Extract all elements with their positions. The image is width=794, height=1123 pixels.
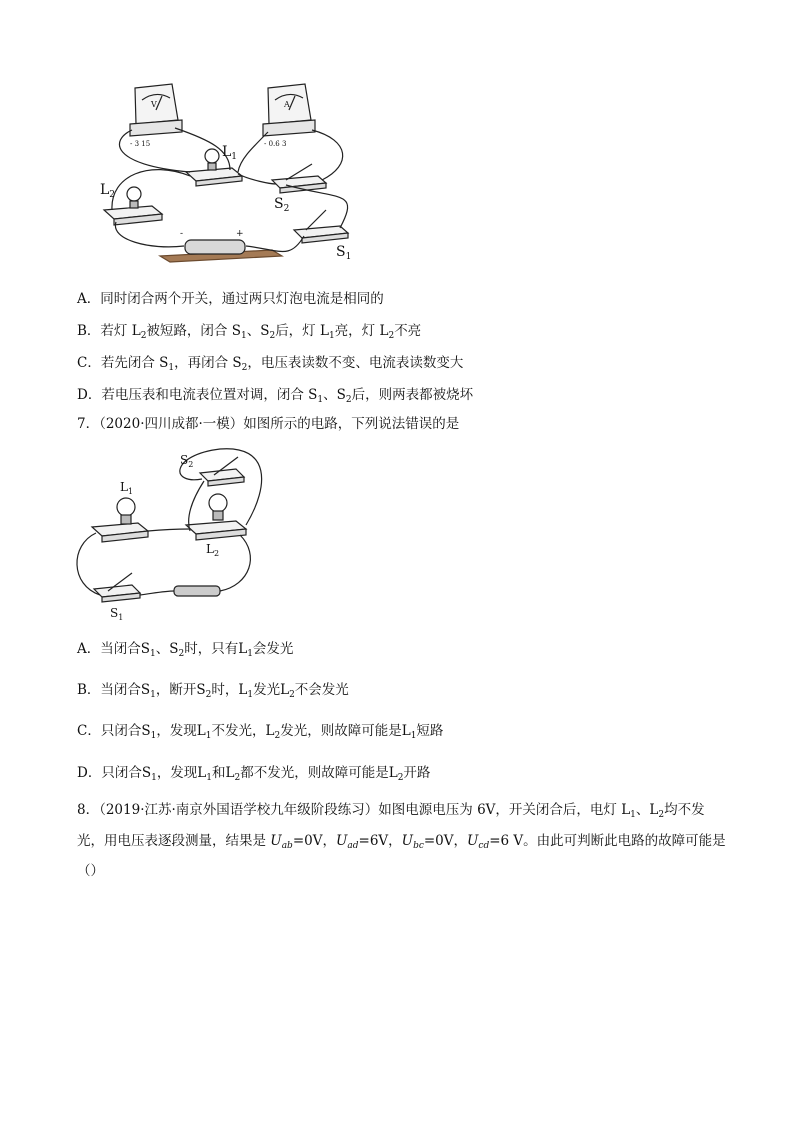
switch1-label: $S_1$ <box>336 244 352 262</box>
fig2-switch1-label: $S_1$ <box>110 606 124 622</box>
q6-option-a: A．同时闭合两个开关，通过两只灯泡电流是相同的 <box>77 291 384 307</box>
fig2-lamp1-label: $L_1$ <box>120 480 134 496</box>
lamp1-label: $L_1$ <box>222 144 238 162</box>
ammeter-terminals: - 0.6 3 <box>264 140 287 148</box>
circuit-figure-2 <box>70 445 280 625</box>
battery-negative: - <box>180 229 184 239</box>
q8-stem-line-1: 8．（2019·江苏·南京外国语学校九年级阶段练习）如图电源电压为 6V，开关闭合后，电灯 $L_1$、$L_2$均不发 <box>77 802 705 820</box>
ammeter-letter: A <box>284 100 290 109</box>
q8-stem-line-3: （） <box>77 863 104 879</box>
fig2-switch2-label: $S_2$ <box>180 453 194 469</box>
voltmeter-terminals: - 3 15 <box>130 140 151 148</box>
q8-stem-line-2: 光，用电压表逐段测量，结果是 $U_{ab}=0V$，$U_{ad}=6V$，$U_{bc}=0V$，$U_{cd}=6$ V。由此可判断此电路的故障可能是 <box>77 833 726 851</box>
switch2-label: $S_2$ <box>274 196 290 214</box>
q7-stem: 7．（2020·四川成都·一模）如图所示的电路，下列说法错误的是 <box>77 416 460 432</box>
q7-option-c: C．只闭合$S_1$，发现$L_1$不发光，$L_2$发光，则故障可能是$L_1$短路 <box>77 723 444 741</box>
q7-option-a: A．当闭合$S_1$、$S_2$时，只有$L_1$会发光 <box>77 641 294 659</box>
fig2-lamp2-label: $L_2$ <box>206 542 220 558</box>
q7-option-d: D．只闭合$S_1$，发现$L_1$和$L_2$都不发光，则故障可能是$L_2$开路 <box>77 765 431 783</box>
circuit-figure-1 <box>90 80 380 270</box>
q7-option-b: B．当闭合$S_1$，断开$S_2$时，$L_1$发光$L_2$不会发光 <box>77 682 349 700</box>
battery-positive: + <box>236 229 244 239</box>
q6-option-d: D．若电压表和电流表位置对调，闭合 $S_1$、$S_2$后，则两表都被烧坏 <box>77 387 474 405</box>
lamp2-label: $L_2$ <box>100 182 116 200</box>
q6-option-b: B．若灯 $L_2$被短路，闭合 $S_1$、$S_2$后，灯 $L_1$亮，灯 $L_2$不亮 <box>77 323 422 341</box>
voltmeter-letter: V <box>151 100 157 109</box>
q6-option-c: C．若先闭合 $S_1$，再闭合 $S_2$，电压表读数不变、电流表读数变大 <box>77 355 464 373</box>
